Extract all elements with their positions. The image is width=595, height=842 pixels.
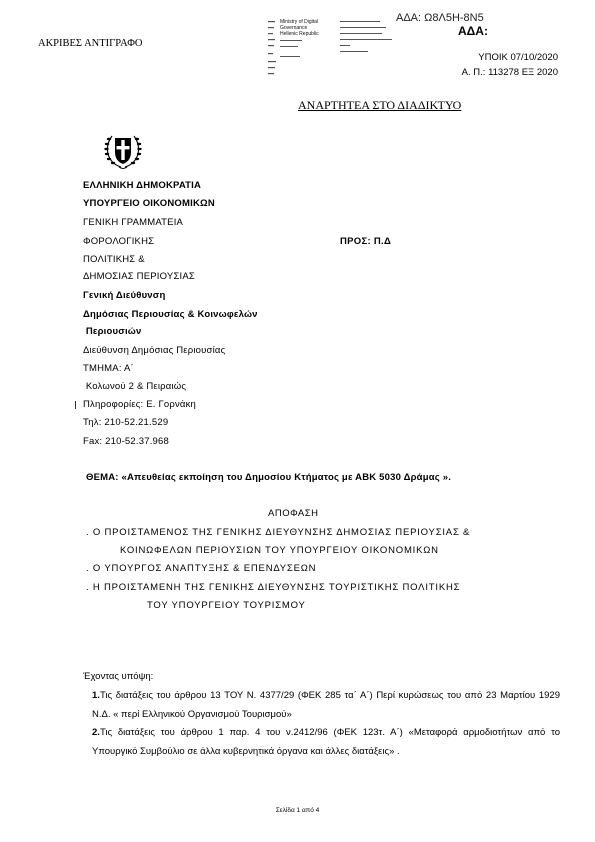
- exact-copy-stamp: ΑΚΡΙΒΕΣ ΑΝΤΙΓΡΑΦΟ: [38, 38, 143, 49]
- org-line: ΥΠΟΥΡΓΕΙΟ ΟΙΚΟΝΟΜΙΚΩΝ: [83, 198, 215, 209]
- item-text: Τις διατάξεις του άρθρου 13 ΤΟΥ Ν. 4377/29 (ΦΕΚ 285 τα΄ Α΄) Περί κυρώσεως του από 23 Μαρτίου 1929 Ν.Δ. « περί Ελληνικού Οργανισμού Τουρισμού»: [92, 690, 560, 720]
- org-line: Διεύθυνση Δημόσιας Περιουσίας: [83, 345, 226, 356]
- page-number: Σελίδα 1 από 4: [275, 807, 320, 814]
- protocol-number: Α. Π.: 113278 ΕΞ 2020: [461, 67, 558, 78]
- item-number: 2.: [92, 727, 100, 738]
- authority-line: ΚΟΙΝΩΦΕΛΩΝ ΠΕΡΙΟΥΣΙΩΝ ΤΟΥ ΥΠΟΥΡΓΕΙΟΥ ΟΙΚΟΝΟΜΙΚΩΝ: [120, 545, 439, 556]
- decision-title: ΑΠΟΦΑΣΗ: [268, 508, 319, 519]
- considerations-item: [92, 687, 560, 724]
- ada-code: ΑΔΑ: Ω8Λ5Η-8Ν5: [396, 12, 484, 24]
- org-line: Γενική Διεύθυνση: [83, 290, 166, 301]
- signature-illegible-text: [266, 20, 396, 78]
- org-line: ΤΜΗΜΑ: Α΄: [83, 363, 134, 374]
- org-line: Τηλ: 210-52.21.529: [83, 417, 169, 428]
- signature-line: Governance: [280, 25, 308, 31]
- having-regard-heading: Έχοντας υπόψη:: [83, 671, 154, 682]
- recipient-line: ΠΡΟΣ: Π.Δ: [340, 236, 392, 247]
- subject-line: ΘΕΜΑ: «Απευθείας εκποίηση του Δημοσίου Κτήματος με ΑΒΚ 5030 Δράμας ».: [86, 472, 452, 483]
- authority-line: . Η ΠΡΟΙΣΤΑΜΕΝΗ ΤΗΣ ΓΕΝΙΚΗΣ ΔΙΕΥΘΥΝΣΗΣ ΤΟΥΡΙΣΤΙΚΗΣ ΠΟΛΙΤΙΚΗΣ: [86, 582, 461, 593]
- org-line: ΦΟΡΟΛΟΓΙΚΗΣ: [83, 236, 155, 247]
- authority-line: ΤΟΥ ΥΠΟΥΡΓΕΙΟΥ ΤΟΥΡΙΣΜΟΥ: [147, 600, 306, 611]
- org-line: Περιουσιών: [83, 326, 142, 337]
- org-line: Fax: 210-52.37.968: [83, 436, 169, 447]
- org-line: ΔΗΜΟΣΙΑΣ ΠΕΡΙΟΥΣΙΑΣ: [83, 271, 195, 282]
- considerations-item: [92, 724, 560, 761]
- org-line: Κολωνού 2 & Πειραιώς: [83, 381, 187, 392]
- protocol-date: ΥΠΟΙΚ 07/10/2020: [478, 52, 558, 63]
- org-line: Πληροφορίες: Ε. Γορνάκη: [83, 399, 197, 410]
- org-line: ΕΛΛΗΝΙΚΗ ΔΗΜΟΚΡΑΤΙΑ: [83, 180, 202, 191]
- margin-mark: [75, 401, 76, 409]
- org-line: ΠΟΛΙΤΙΚΗΣ &: [83, 254, 145, 265]
- ada-label: ΑΔΑ:: [458, 24, 488, 38]
- authority-line: . Ο ΠΡΟΙΣΤΑΜΕΝΟΣ ΤΗΣ ΓΕΝΙΚΗΣ ΔΙΕΥΘΥΝΣΗΣ ΔΗΜΟΣΙΑΣ ΠΕΡΙΟΥΣΙΑΣ &: [86, 527, 471, 538]
- digital-signature-stamp: [266, 20, 396, 78]
- org-line: Δημόσιας Περιουσίας & Κοινωφελών: [83, 309, 258, 320]
- item-text: Τις διατάξεις του άρθρου 1 παρ. 4 του ν.2412/96 (ΦΕΚ 123τ. Α΄) «Μεταφορά αρμοδιοτήτων από το Υπουργικό Συμβούλιο σε άλλα κυβερνητικά όργανα και άλλες διατάξεις» .: [92, 727, 560, 757]
- signature-line: Hellenic Republic: [280, 31, 319, 37]
- item-number: 1.: [92, 690, 100, 701]
- signature-line: Ministry of Digital: [280, 19, 319, 25]
- greek-coat-of-arms-icon: [98, 130, 148, 172]
- publish-online-title: ΑΝΑΡΤΗΤΕΑ ΣΤΟ ΔΙΑΔΙΚΤΥΟ: [298, 98, 462, 112]
- authority-line: . Ο ΥΠΟΥΡΓΟΣ ΑΝΑΠΤΥΞΗΣ & ΕΠΕΝΔΥΣΕΩΝ: [86, 563, 317, 574]
- org-line: ΓΕΝΙΚΗ ΓΡΑΜΜΑΤΕΙΑ: [83, 217, 184, 228]
